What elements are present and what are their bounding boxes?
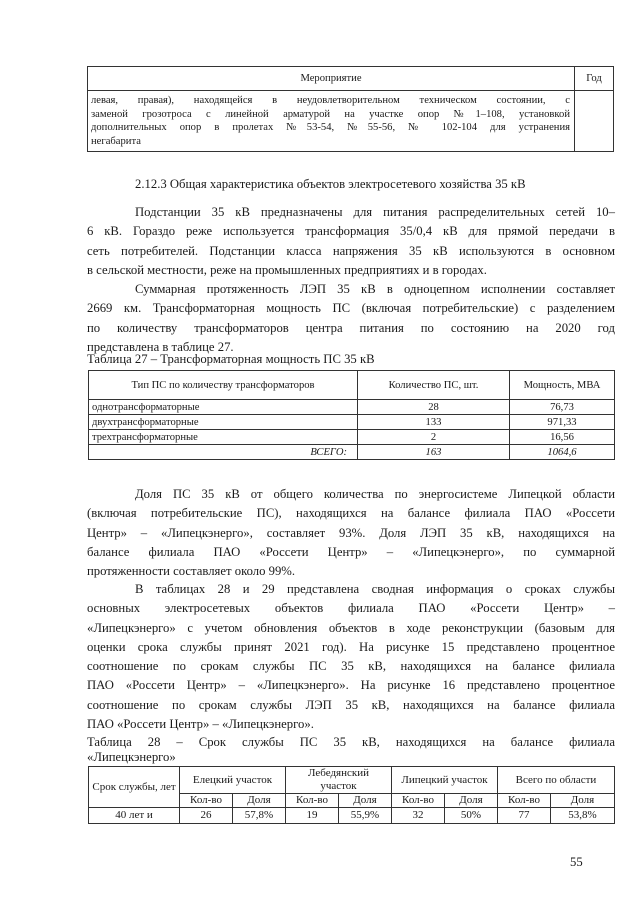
table-row <box>89 415 615 430</box>
cell-value: 50% <box>445 808 498 824</box>
page-number: 55 <box>570 855 583 869</box>
sub-share: Доля <box>339 794 392 808</box>
paragraph-3 <box>87 485 615 581</box>
text-line: Подстанции 35 кВ предназначены для питания распределительных сетей 10– <box>135 205 615 219</box>
measures-table <box>87 66 614 152</box>
text-line: по количеству трансформаторов центра питания по состоянию на 2020 год <box>87 320 615 335</box>
sub-share: Доля <box>233 794 286 808</box>
text-line: Доля ПС 35 кВ от общего количества по энергосистеме Липецкой области <box>135 487 615 501</box>
cell-count: 28 <box>358 400 510 415</box>
text-line: соотношение по срокам службы ПС 35 кВ, находящихся на балансе филиала <box>87 659 615 674</box>
text-line: Центр» – «Липецкэнерго», составляет 93%. Доля ЛЭП 35 кВ, находящихся на <box>87 525 615 540</box>
text-line: 6 кВ. Гораздо реже используется трансформация 35/0,4 кВ для прямой передачи в <box>87 224 615 239</box>
text-line: оценки срока службы принят 2021 год). На рисунке 15 представлено процентное <box>87 639 615 654</box>
cell-count: 133 <box>358 415 510 430</box>
cell-value: 77 <box>498 808 551 824</box>
table28-caption <box>87 735 615 765</box>
measure-text-line: левая, правая), находящейся в неудовлетворительном техническом состоянии, с <box>91 95 570 106</box>
table-total-row <box>89 445 615 460</box>
sub-count: Кол-во <box>180 794 233 808</box>
cell-count: 2 <box>358 430 510 445</box>
text-line: В таблицах 28 и 29 представлена сводная информация о сроках службы <box>135 582 615 596</box>
header-service-life: Срок службы, лет <box>89 767 180 808</box>
header-count: Количество ПС, шт. <box>358 371 510 400</box>
text-line: ПАО «Россети Центр» – «Липецкэнерго». На рисунке 16 представлено процентное <box>87 678 615 693</box>
table27-caption: Таблица 27 – Трансформаторная мощность ПС 35 кВ <box>87 352 375 366</box>
cell-value: 55,9% <box>339 808 392 824</box>
measure-text-line: дополнительных опор в пролетах №53-54, №55-56, № 102-104 для устранения <box>91 122 570 133</box>
cell-value: 19 <box>286 808 339 824</box>
section-heading-block <box>87 175 615 194</box>
header-year: Год <box>575 67 614 91</box>
section-heading: 2.12.3 Общая характеристика объектов электросетевого хозяйства 35 кВ <box>135 177 526 191</box>
cell-power: 76,73 <box>510 400 615 415</box>
table-header-row <box>89 371 615 400</box>
header-type: Тип ПС по количеству трансформаторов <box>89 371 358 400</box>
header-measure: Мероприятие <box>88 67 575 91</box>
cell-total-count: 163 <box>358 445 510 460</box>
cell-value: 53,8% <box>551 808 615 824</box>
header-group-yelets: Елецкий участок <box>180 767 286 794</box>
header-group-total: Всего по области <box>498 767 615 794</box>
text-line: Суммарная протяженность ЛЭП 35 кВ в одноцепном исполнении составляет <box>135 282 615 296</box>
text-line: сеть потребителей. Подстанции класса напряжения 35 кВ используются в основном <box>87 243 615 258</box>
paragraph-2 <box>87 280 615 357</box>
cell-power: 16,56 <box>510 430 615 445</box>
cell-power: 971,33 <box>510 415 615 430</box>
text-line: представлена в таблице 27. <box>87 339 234 354</box>
measure-text-line: заменой грозотроса с линейной арматурой на участке опор №1–108, установкой <box>91 108 570 120</box>
cell-value: 57,8% <box>233 808 286 824</box>
sub-count: Кол-во <box>498 794 551 808</box>
paragraph-4 <box>87 580 615 734</box>
table-row <box>89 808 615 824</box>
cell-total-power: 1064,6 <box>510 445 615 460</box>
header-group-lipetsk: Липецкий участок <box>392 767 498 794</box>
table-row <box>89 400 615 415</box>
table-header-row <box>89 767 615 794</box>
sub-count: Кол-во <box>392 794 445 808</box>
table-28 <box>88 766 615 824</box>
measure-text-line: негабарита <box>91 135 141 147</box>
text-line: протяженности составляет около 99%. <box>87 564 296 579</box>
cell-total-label: ВСЕГО: <box>89 445 358 460</box>
sub-count: Кол-во <box>286 794 339 808</box>
cell-type: двухтрансформаторные <box>89 415 358 430</box>
year-cell <box>575 91 614 152</box>
cell-type: трехтрансформаторные <box>89 430 358 445</box>
table-27 <box>88 370 615 460</box>
table-row <box>89 430 615 445</box>
sub-share: Доля <box>551 794 615 808</box>
cell-service-life: 40 лет и <box>89 808 180 824</box>
text-line: «Липецкэнерго» с учетом обновления объектов в ходе реконструкции (базовым для <box>87 620 615 635</box>
cell-value: 26 <box>180 808 233 824</box>
caption-line: Таблица 28 – Срок службы ПС 35 кВ, находящихся на балансе филиала <box>87 735 615 749</box>
table-row <box>88 91 614 152</box>
header-group-lebedyan: Лебедянский участок <box>286 767 392 794</box>
text-line: ПАО «Россети Центр» – «Липецкэнерго». <box>87 717 314 732</box>
text-line: основных электросетевых объектов филиала ПАО «Россети Центр» – <box>87 601 615 616</box>
text-line: балансе филиала ПАО «Россети Центр» – «Липецкэнерго», по суммарной <box>87 544 615 559</box>
cell-value: 32 <box>392 808 445 824</box>
caption-line: «Липецкэнерго» <box>87 750 176 764</box>
text-line: в сельской местности, реже на промышленных предприятиях и в городах. <box>87 262 487 277</box>
table-header-row <box>88 67 614 91</box>
header-power: Мощность, МВА <box>510 371 615 400</box>
paragraph-1 <box>87 203 615 280</box>
measure-text-cell <box>88 91 575 152</box>
text-line: 2669 км. Трансформаторная мощность ПС (включая потребительские) с разделением <box>87 301 615 316</box>
cell-type: однотрансформаторные <box>89 400 358 415</box>
sub-share: Доля <box>445 794 498 808</box>
text-line: (включая потребительские ПС), находящихся на балансе филиала ПАО «Россети <box>87 506 615 521</box>
text-line: соотношение по срокам службы ЛЭП 35 кВ, находящихся на балансе филиала <box>87 697 615 712</box>
